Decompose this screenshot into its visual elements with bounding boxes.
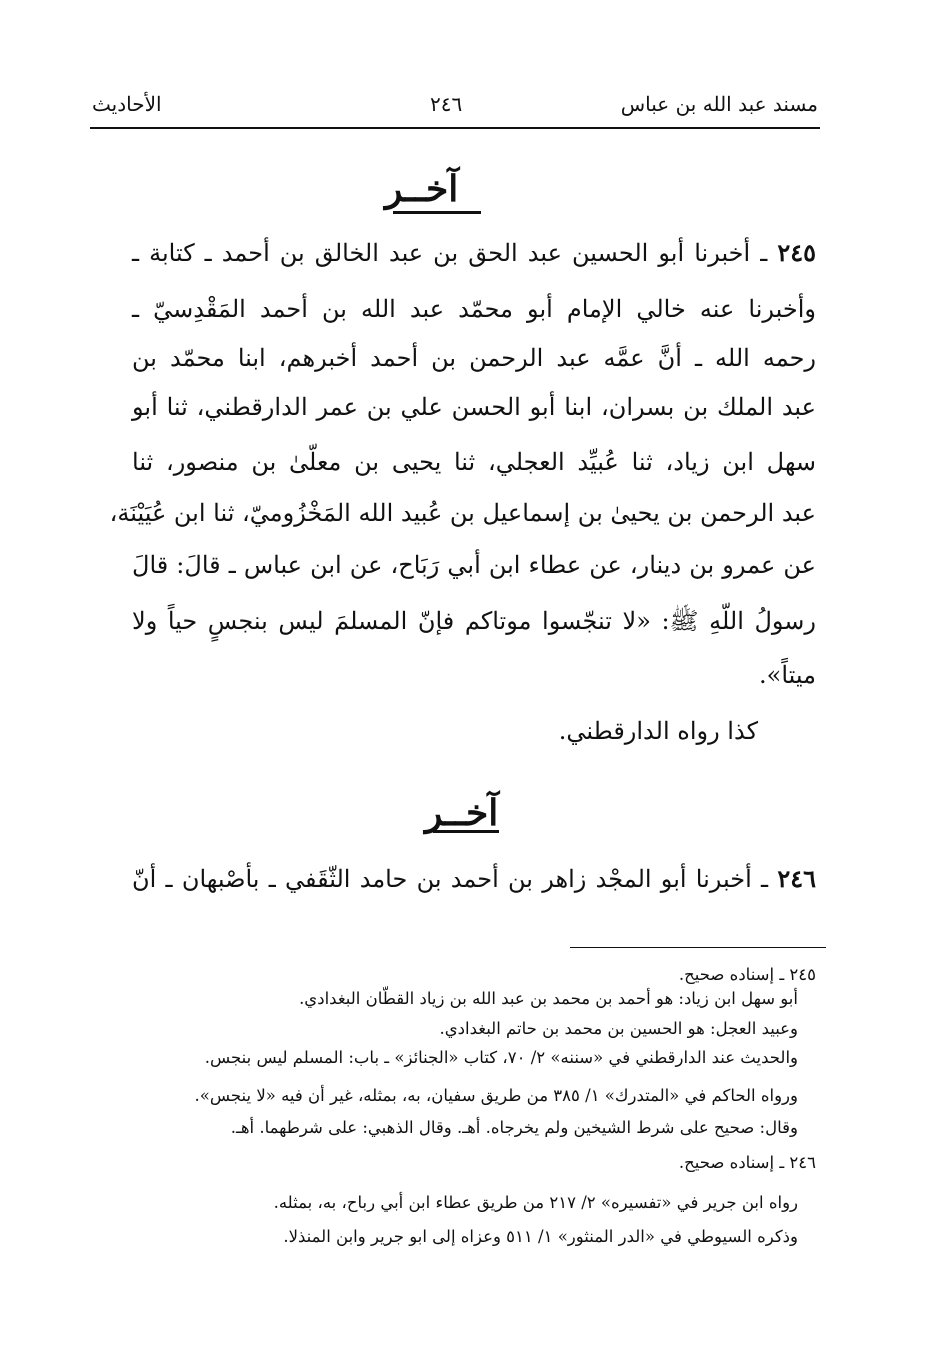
running-header-section: الأحاديث — [92, 92, 162, 116]
footnote-246-line-2: وذكره السيوطي في «الدر المنثور» ١/ ٥١١ وعزاه إلى ابو جرير وابن المنذلا. — [283, 1227, 798, 1246]
section-title-underline — [433, 830, 499, 833]
footnote-245-line-2: وعبيد العجل: هو الحسين بن محمد بن حاتم البغدادي. — [439, 1019, 798, 1038]
hadith-number: ٢٤٥ — [777, 238, 816, 267]
hadith-245-note: كذا رواه الدارقطني. — [558, 717, 758, 745]
section-title: آخــر — [385, 168, 459, 210]
footnote-246-head: ٢٤٦ ـ إسناده صحيح. — [678, 1153, 816, 1172]
footnote-245-line-4: ورواه الحاكم في «المتدرك» ١/ ٣٨٥ من طريق سفيان، به، بمثله، غير أن فيه «لا ينجس». — [194, 1086, 798, 1105]
hadith-245-line-2: وأخبرنا عنه خالي الإمام أبو محمّد عبد الله بن أحمد المَقْدِسيّ ـ — [132, 295, 816, 323]
hadith-number: ٢٤٦ — [777, 864, 816, 893]
hadith-245-line-3: رحمه الله ـ أنَّ عمَّه عبد الرحمن بن أحمد أخبرهم، ابنا محمّد بن — [132, 344, 816, 372]
section-title-underline — [393, 211, 481, 214]
footnote-245-line-5: وقال: صحيح على شرط الشيخين ولم يخرجاه. أهـ. وقال الذهبي: على شرطهما. أهـ. — [230, 1118, 798, 1137]
footnote-rule — [570, 947, 826, 948]
hadith-246-line-1: ٢٤٦ ـ أخبرنا أبو المجْد زاهر بن أحمد بن حامد الثّقَفي ـ بأصْبهان ـ أنّ — [132, 864, 816, 893]
header-rule — [90, 127, 820, 129]
footnote-246-line-1: رواه ابن جرير في «تفسيره» ٢/ ٢١٧ من طريق عطاء ابن أبي رباح، به، بمثله. — [273, 1193, 798, 1212]
hadith-245-line-7: عن عمرو بن دينار، عن عطاء ابن أبي رَبَاح، عن ابن عباس ـ قالَ: قالَ — [132, 551, 816, 579]
hadith-245-line-1: ٢٤٥ ـ أخبرنا أبو الحسين عبد الحق بن عبد الخالق بن أحمد ـ كتابة ـ — [132, 238, 816, 267]
hadith-245-line-8: رسولُ اللّهِ ﷺ: «لا تنجّسوا موتاكم فإنّ المسلمَ ليس بنجسٍ حياً ولا — [132, 607, 816, 635]
hadith-245-line-4: عبد الملك بن بسران، ابنا أبو الحسن علي بن عمر الدارقطني، ثنا أبو — [132, 393, 816, 421]
hadith-245-line-6: عبد الرحمن بن يحيىٰ بن إسماعيل بن عُبيد الله المَخْزُوميّ، ثنا ابن عُيَيْنَة، — [109, 499, 816, 527]
page-number: ٢٤٦ — [430, 92, 463, 116]
footnote-245-line-1: أبو سهل ابن زياد: هو أحمد بن محمد بن عبد الله بن زياد القطّان البغدادي. — [299, 989, 798, 1008]
running-header-book-title: مسند عبد الله بن عباس — [620, 92, 818, 116]
section-title: آخــر — [425, 792, 499, 834]
hadith-245-line-9: ميتاً». — [759, 661, 816, 689]
footnote-245-line-3: والحديث عند الدارقطني في «سننه» ٢/ ٧٠، كتاب «الجنائز» ـ باب: المسلم ليس بنجس. — [204, 1048, 798, 1067]
hadith-245-line-5: سهل ابن زياد، ثنا عُبيِّد العجلي، ثنا يحيى بن معلّىٰ بن منصور، ثنا — [132, 448, 816, 476]
footnote-245-head: ٢٤٥ ـ إسناده صحيح. — [678, 965, 816, 984]
